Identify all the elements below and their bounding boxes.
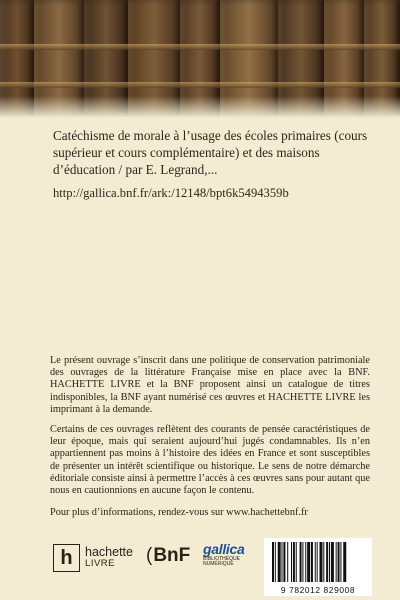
bookshelf-banner-image xyxy=(0,0,400,118)
bnf-name: BnF xyxy=(153,545,191,566)
notice-paragraph-3: Pour plus d’informations, rendez-vous sur www.hachettebnf.fr xyxy=(50,507,308,518)
hachette-livre-logo xyxy=(53,541,133,575)
notice-paragraph-1: Le présent ouvrage s’inscrit dans une politique de conservation patrimoniale des ouvrages de la littérature Française mise en place avec la BNF. HACHETTE LIVRE et la BNF proposent ainsi un catalogue de titres indisponibles, la BNF ayant numérisé ces œuvres et HACHETTE LIVRE les imprimant à la demande. xyxy=(50,355,370,415)
notice-paragraph-2: Certains de ces ouvrages reflètent des courants de pensée caractéristiques de leur époque, mais qui seraient aujourd’hui jugés condamnables. Ils n’en appartiennent pas moins à l’histoire des idées en France et sont susceptibles de présenter un intérêt scientifique ou historique. Le sens de notre démarche éditoriale consiste ainsi à permettre l’accès à ces œuvres sans pour autant que nous en cautionnions en aucune façon le contenu. xyxy=(50,424,370,497)
isbn-number: 9 782012 829008 xyxy=(280,585,356,595)
gallica-url: http://gallica.bnf.fr/ark:/12148/bpt6k5494359b xyxy=(53,186,289,200)
hachette-name: hachette xyxy=(85,545,133,559)
bnf-logo xyxy=(146,545,190,567)
isbn-barcode xyxy=(264,538,372,596)
gallica-sub: BIBLIOTHÈQUE NUMÉRIQUE xyxy=(203,556,240,567)
barcode-bars-icon xyxy=(264,538,372,584)
gallica-logo xyxy=(203,541,247,575)
gallica-name: gallica xyxy=(203,541,245,557)
bnf-paren: ( xyxy=(146,545,153,566)
hachette-sub: LIVRE xyxy=(85,558,115,569)
hachette-h-icon: h xyxy=(53,544,80,572)
book-title: Catéchisme de morale à l’usage des écoles primaires (cours supérieur et cours complémentaire) et des maisons d’éducation / par E. Legrand,... xyxy=(53,128,368,177)
